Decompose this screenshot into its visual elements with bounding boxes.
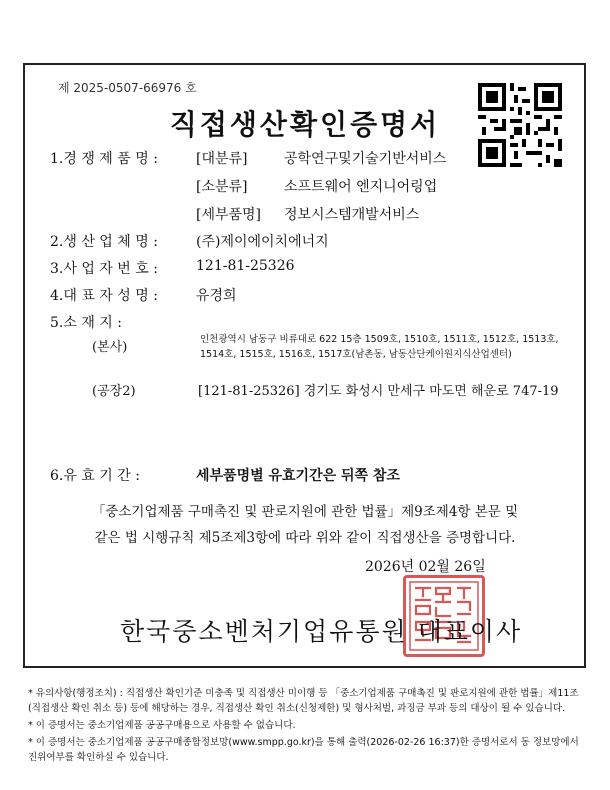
product-label: 1.경 쟁 제 품 명 : [50, 151, 158, 167]
page-title: 직접생산확인증명서 [169, 108, 441, 141]
factory-address: [121-81-25326] 경기도 화성시 만세구 마도면 해운로 747-19 [198, 384, 559, 399]
ceo-label: 4.대 표 자 성 명 : [50, 288, 158, 304]
validity-label: 6.유 효 기 간 : [50, 468, 140, 484]
company-name: (주)제이에이치에너지 [196, 234, 329, 250]
address-label: 5.소 재 지 : [50, 315, 122, 331]
category-minor-label: [소분류] [196, 179, 248, 195]
category-major-label: [대분류] [196, 151, 248, 167]
hq-address-line2: 1514호, 1515호, 1516호, 1517호(남촌동, 남동산단케이원지식산업센터) [200, 349, 512, 360]
issuer-name: 한국중소벤처기업유통원 대표이사 [120, 617, 523, 646]
note-item: * 이 증명서는 중소기업제품 공공구매종합정보망(www.smpp.go.kr)을 통해 출력(2026-02-26 16:37)한 증명서로서 동 정보망에서 진위여부를 확인하실 수 있습니다. [28, 737, 579, 763]
notes [28, 686, 588, 767]
document-number: 제 2025-0507-66976 호 [58, 81, 197, 95]
statement-line2: 같은 법 시행규칙 제5조제3항에 따라 위와 같이 직접생산을 증명합니다. [94, 530, 516, 546]
hq-label: (본사) [92, 340, 128, 355]
validity-value: 세부품명별 유효기간은 뒤쪽 참조 [196, 468, 400, 484]
note-item: * 이 증명서는 중소기업제품 공공구매용으로 사용할 수 없습니다. [28, 720, 296, 731]
issue-date: 2026년 02월 26일 [365, 559, 486, 575]
category-detail-label: [세부품명] [196, 207, 262, 223]
qr-code-icon [478, 83, 562, 167]
category-major: 공학연구및기술기반서비스 [284, 151, 447, 167]
bizno-label: 3.사 업 자 번 호 : [50, 261, 158, 277]
factory-label: (공장2) [92, 384, 136, 399]
company-label: 2.생 산 업 체 명 : [50, 234, 158, 250]
hq-address-line1: 인천광역시 남동구 비류대로 622 15층 1509호, 1510호, 1511호, 1512호, 1513호, [200, 334, 559, 345]
category-minor: 소프트웨어 엔지니어링업 [284, 179, 438, 195]
bizno: 121-81-25326 [196, 258, 295, 274]
note-item: * 유의사항(행정조치) : 직접생산 확인기준 미충족 및 직접생산 미이행 등 「중소기업제품 구매촉진 및 판로지원에 관한 법률」제11조(직접생산 확인 취소 등) 등에 해당하는 경우, 직접생산 확인 취소(신청제한) 및 형사처벌, 과징금 부과 등의 대상이 될 수 있습니다. [28, 688, 579, 714]
category-detail: 정보시스템개발서비스 [284, 207, 420, 223]
statement-line1: 「중소기업제품 구매촉진 및 판로지원에 관한 법률」제9조제4항 본문 및 [91, 504, 519, 520]
ceo-name: 유경희 [196, 288, 237, 304]
